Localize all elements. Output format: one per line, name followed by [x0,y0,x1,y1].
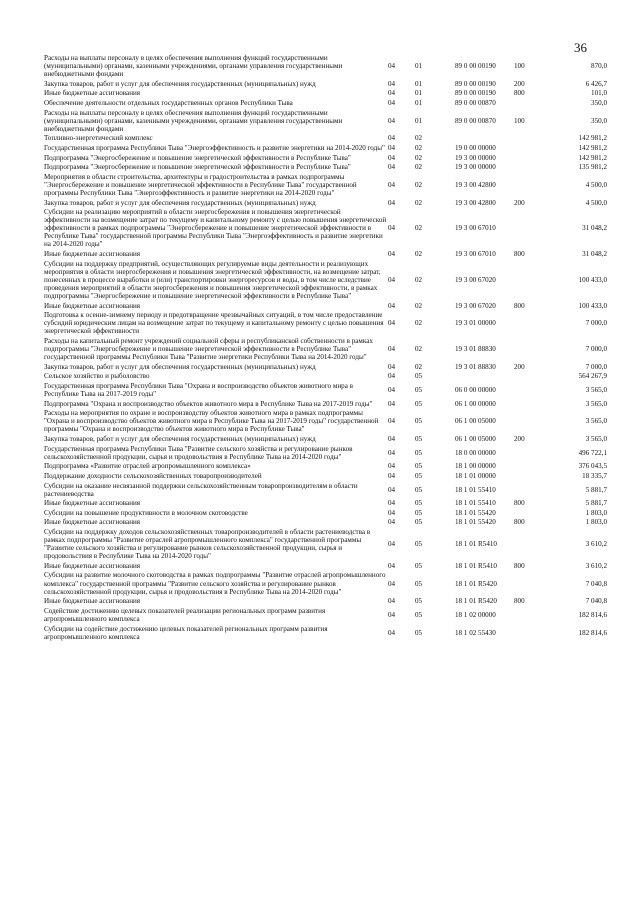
expense-type-code [514,526,550,560]
table-row [44,300,607,310]
expense-type-code [514,336,550,362]
expense-type-code: 200 [514,435,525,444]
target-article-code: 19 3 00 00000 [455,153,496,162]
row-name: Иные бюджетные ассигнования [44,89,141,98]
target-article-code [455,133,514,143]
target-article-code: 19 3 01 88830 [455,345,496,354]
amount: 100 433,0 [578,301,607,310]
table-row [44,336,607,362]
amount: 7 000,0 [585,345,607,354]
subsection-code: 05 [415,561,423,570]
section-code: 04 [388,417,396,426]
row-name: Субсидии на содействие достижению целевых показателей региональных программ развития агропромышленного комплекса [44,624,328,641]
amount: 3 610,2 [585,540,607,549]
section-code: 04 [388,62,396,71]
expense-type-code: 800 [514,301,525,310]
row-name: Субсидии на реализацию мероприятий в области энергосбережения и повышения энергетической эффективности на возмещение затрат по текущему и капитальному ремонту с целью повышения энергетической эффективности в рамках подпрограммы "Энергосбережение и повышение энергетической эффективности в Республике Тыва" государственной программы Республики Тыва "Энергоэффективность и развитие энергетики на 2014-2020 годы" [44,208,387,249]
expense-type-code [514,623,550,641]
amount: 3 565,0 [585,417,607,426]
budget-table-body [44,54,607,641]
expense-type-code [514,570,550,596]
target-article-code: 19 3 00 67020 [455,275,496,284]
table-row [44,434,607,444]
target-article-code: 19 3 00 42800 [455,198,496,207]
table-row [44,461,607,471]
subsection-code: 05 [415,417,423,426]
table-row [44,197,607,207]
section-code: 04 [388,579,396,588]
target-article-code: 18 1 01 R5420 [455,579,497,588]
row-name: Мероприятия в области строительства, архитектуры и градостроительства в рамках подпрограммы "Энергосбережение и повышение энергетической эффективности в Республике Тыва" государственной программы Республики Тыва "Энергоэффективность и развитие энергетики на 2014-2020 годы" [44,172,357,197]
table-row [44,171,607,197]
expense-type-code: 800 [514,250,525,259]
table-row [44,623,607,641]
row-name: Содействие достижению целевых показателей реализации региональных программ развития агропромышленного комплекса [44,606,326,623]
target-article-code: 18 1 01 55410 [455,499,496,508]
row-name: Государственная программа Республики Тыва "Развитие сельского хозяйства и регулирование рынков сельскохозяйственной продукции, сырья и продовольствия в Республике Тыва на 2014-2020 годы" [44,444,353,461]
expense-type-code [514,443,550,461]
table-row [44,480,607,498]
target-article-code: 18 0 00 00000 [455,448,496,457]
target-article-code: 19 3 00 00000 [455,163,496,172]
subsection-code: 05 [415,462,423,471]
subsection-code: 02 [415,301,423,310]
section-code: 04 [388,462,396,471]
section-code: 04 [388,143,396,152]
amount: 7 040,8 [585,579,607,588]
table-row [44,258,607,300]
target-article-code: 06 1 00 05000 [455,417,496,426]
expense-type-code [514,371,550,381]
expense-type-code [514,398,550,408]
table-row [44,310,607,336]
expense-type-code [514,470,550,480]
table-row [44,507,607,517]
amount: 3 565,0 [585,435,607,444]
target-article-code: 89 0 00 00870 [455,116,496,125]
row-name: Обеспечение деятельности отдельных государственных органов Республики Тыва [44,98,293,107]
section-code: 04 [388,597,396,606]
table-row [44,470,607,480]
expense-type-code [514,142,550,152]
section-code: 04 [388,89,396,98]
row-name: Закупка товаров, работ и услуг для обеспечения государственных (муниципальных) нужд [44,198,316,207]
expense-type-code [514,461,550,471]
subsection-code: 05 [415,485,423,494]
amount: 6 426,7 [585,79,607,88]
target-article-code: 06 0 00 00000 [455,386,496,395]
subsection-code: 05 [415,448,423,457]
section-code: 04 [388,540,396,549]
section-code: 04 [388,471,396,480]
amount: 31 048,2 [582,224,607,233]
row-name: Иные бюджетные ассигнования [44,250,141,259]
amount: 5 881,7 [585,485,607,494]
table-row [44,97,607,107]
expense-type-code: 200 [514,79,525,88]
row-name: Иные бюджетные ассигнования [44,518,141,527]
section-code: 04 [388,163,396,172]
table-row [44,526,607,560]
table-row [44,371,607,381]
amount: 496 722,1 [578,448,607,457]
section-code: 04 [388,362,396,371]
amount: 350,0 [591,116,607,125]
target-article-code: 18 1 01 R5410 [455,561,497,570]
target-article-code: 18 1 01 R5410 [455,540,497,549]
subsection-code: 02 [415,134,423,143]
amount: 101,0 [591,89,607,98]
section-code: 04 [388,275,396,284]
target-article-code: 19 0 00 00000 [455,143,496,152]
expense-type-code: 800 [514,561,525,570]
expense-type-code: 100 [514,116,525,125]
section-code: 04 [388,301,396,310]
section-code: 04 [388,98,396,107]
expense-type-code [514,97,550,107]
amount: 3 565,0 [585,399,607,408]
amount: 7 040,8 [585,597,607,606]
amount: 182 814,6 [578,610,607,619]
subsection-code: 02 [415,345,423,354]
amount: 3 565,0 [585,386,607,395]
subsection-code: 05 [415,579,423,588]
page-number: 36 [574,40,587,55]
subsection-code: 05 [415,399,423,408]
expense-type-code [514,133,550,143]
row-name: Закупка товаров, работ и услуг для обеспечения государственных (муниципальных) нужд [44,435,316,444]
row-name: Подпрограмма "Энергосбережение и повышение энергетической эффективности в Республике Тыва" [44,163,351,172]
amount: 5 881,7 [585,499,607,508]
section-code: 04 [388,499,396,508]
subsection-code: 01 [415,98,423,107]
section-code: 04 [388,386,396,395]
expense-type-code [514,162,550,172]
subsection-code: 05 [415,508,423,517]
amount: 7 000,0 [585,362,607,371]
expense-type-code [514,408,550,434]
expense-type-code: 800 [514,597,525,606]
section-code: 04 [388,345,396,354]
section-code: 04 [388,448,396,457]
table-row [44,78,607,88]
subsection-code: 05 [415,499,423,508]
expense-type-code [514,605,550,623]
amount: 564 267,9 [578,372,607,381]
subsection-code: 05 [415,372,423,381]
target-article-code: 06 1 00 05000 [455,435,496,444]
subsection-code: 05 [415,610,423,619]
row-name: Топливно-энергетический комплекс [44,134,153,143]
subsection-code: 05 [415,386,423,395]
section-code: 04 [388,628,396,637]
target-article-code: 19 3 00 42800 [455,180,496,189]
section-code: 04 [388,518,396,527]
section-code: 04 [388,134,396,143]
row-name: Иные бюджетные ассигнования [44,301,141,310]
section-code: 04 [388,224,396,233]
amount: 142 981,2 [578,153,607,162]
row-name: Поддержание доходности сельскохозяйственных товаропроизводителей [44,471,262,480]
row-name: Расходы на выплаты персоналу в целях обеспечения выполнения функций государственными (муниципальными) органами, казенными учреждениями, органами управления государственными внебюджетными фондами [44,54,343,79]
table-row [44,605,607,623]
target-article-code: 89 0 00 00190 [455,62,496,71]
target-article-code: 18 1 01 55420 [455,508,496,517]
row-name: Иные бюджетные ассигнования [44,561,141,570]
table-row [44,596,607,606]
target-article-code: 18 1 01 55420 [455,518,496,527]
target-article-code: 19 3 00 67010 [455,224,496,233]
row-name: Подпрограмма "Охрана и воспроизводство объектов животного мира в Республике Тыва на 2017-2019 годы" [44,399,373,408]
amount: 1 803,0 [585,508,607,517]
row-name: Подпрограмма «Развитие отраслей агропромышленного комплекса» [44,462,251,471]
amount: 350,0 [591,98,607,107]
target-article-code: 19 3 00 67010 [455,250,496,259]
amount: 1 803,0 [585,518,607,527]
table-row [44,162,607,172]
subsection-code: 02 [415,198,423,207]
subsection-code: 02 [415,180,423,189]
section-code: 04 [388,485,396,494]
subsection-code: 02 [415,362,423,371]
table-row [44,88,607,98]
expense-type-code [514,171,550,197]
subsection-code: 05 [415,435,423,444]
expense-type-code: 200 [514,198,525,207]
amount: 376 043,5 [578,462,607,471]
subsection-code: 02 [415,153,423,162]
row-name: Закупка товаров, работ и услуг для обеспечения государственных (муниципальных) нужд [44,362,316,371]
expense-type-code: 800 [514,499,525,508]
table-row [44,54,607,78]
table-row [44,249,607,259]
subsection-code: 05 [415,471,423,480]
target-article-code: 89 0 00 00870 [455,98,496,107]
amount: 7 000,0 [585,319,607,328]
section-code: 04 [388,319,396,328]
row-name: Иные бюджетные ассигнования [44,597,141,606]
section-code: 04 [388,250,396,259]
row-name: Закупка товаров, работ и услуг для обеспечения государственных (муниципальных) нужд [44,79,316,88]
expense-type-code [514,480,550,498]
section-code: 04 [388,180,396,189]
target-article-code: 89 0 00 00190 [455,79,496,88]
section-code: 04 [388,153,396,162]
row-name: Субсидии на поддержку предприятий, осуществляющих регулируемые виды деятельности и реализующих мероприятия в области энергосбережения и повышения энергетической эффективности, на возмещение затрат, понесенных в процессе выработки и (или) транспортировки энергоресурсов и воды, в том числе вследствие проведения мероприятий в области энергосбережения и повышения энергетической эффективности, в рамках подпрограммы "Энергосбережение и повышение энергетической эффективности в Республике Тыва" [44,259,381,301]
target-article-code: 18 1 01 00000 [455,471,496,480]
subsection-code: 02 [415,163,423,172]
amount: 142 981,2 [578,134,607,143]
subsection-code: 05 [415,518,423,527]
subsection-code: 01 [415,89,423,98]
amount: 182 814,6 [578,628,607,637]
subsection-code: 02 [415,275,423,284]
section-code: 04 [388,399,396,408]
table-row [44,380,607,398]
amount: 4 500,0 [585,180,607,189]
row-name: Государственная программа Республики Тыва "Энергоэффективность и развитие энергетики на 2014-2020 годы" [44,143,385,152]
subsection-code: 05 [415,597,423,606]
table-row [44,443,607,461]
amount: 31 048,2 [582,250,607,259]
target-article-code [455,371,514,381]
expense-type-code [514,258,550,300]
row-name: Расходы на мероприятия по охране и воспроизводству объектов животного мира в рамках подпрограммы "Охрана и воспроизводство объектов животного мира в Республике Тыва на 2017-2019 годы" государственной программы "Охрана и воспроизводство объектов животного мира в Республике Тыва" [44,409,379,434]
expense-type-code [514,507,550,517]
target-article-code: 18 1 00 00000 [455,462,496,471]
row-name: Субсидии на оказание несвязанной поддержки сельскохозяйственным товаропроизводителям в области растениеводства [44,481,358,498]
section-code: 04 [388,372,396,381]
expense-type-code: 100 [514,62,525,71]
target-article-code: 18 1 01 55410 [455,485,496,494]
amount: 4 500,0 [585,198,607,207]
subsection-code: 01 [415,116,423,125]
amount: 100 433,0 [578,275,607,284]
row-name: Расходы на капитальный ремонт учреждений социальной сферы и республиканской собственности в рамках подпрограммы "Энергосбережение и повышение энергетической эффективности в Республике Тыва" государственной программы Республики Тыва "Развитие энергетики Республики Тыва на 2014-2020 годы" [44,337,373,362]
subsection-code: 02 [415,224,423,233]
section-code: 04 [388,198,396,207]
expense-type-code [514,380,550,398]
table-row [44,570,607,596]
row-name: Государственная программа Республики Тыва "Охрана и воспроизводство объектов животного мира в Республике Тыва на 2017-2019 годы" [44,381,353,399]
row-name: Субсидии на развитие молочного скотоводства в рамках подпрограммы "Развитие отраслей агропромышленного комплекса" государственной программы "Развитие сельского хозяйства и регулирование рынков сельскохозяйственной продукции, сырья и продовольствия в Республике Тыва на 2014-2020 годы" [44,571,386,596]
subsection-code: 02 [415,143,423,152]
expense-type-code [514,310,550,336]
table-row [44,142,607,152]
section-code: 04 [388,435,396,444]
amount: 135 981,2 [578,163,607,172]
expense-type-code: 200 [514,362,525,371]
row-name: Иные бюджетные ассигнования [44,499,141,508]
expense-type-code [514,207,550,249]
table-row [44,152,607,162]
section-code: 04 [388,79,396,88]
expense-type-code: 800 [514,89,525,98]
table-row [44,107,607,133]
amount: 142 981,2 [578,143,607,152]
subsection-code: 01 [415,62,423,71]
target-article-code: 18 1 01 R5420 [455,597,497,606]
amount: 3 610,2 [585,561,607,570]
row-name: Подпрограмма "Энергосбережение и повышение энергетической эффективности в Республике Тыва" [44,153,351,162]
amount: 870,0 [591,62,607,71]
target-article-code: 19 3 01 00000 [455,319,496,328]
table-row [44,361,607,371]
row-name: Субсидии на поддержку доходов сельскохозяйственных товаропроизводителей в области растениеводства в рамках подпрограммы "Развитие отраслей агропромышленного комплекса" государственной программы "Развитие сельского хозяйства и регулирование рынков сельскохозяйственной продукции, сырья и продовольствия в Республике Тыва на 2014-2020 годы" [44,527,371,561]
section-code: 04 [388,561,396,570]
table-row [44,560,607,570]
table-row [44,498,607,508]
target-article-code: 19 3 01 88830 [455,362,496,371]
budget-table [44,54,607,641]
section-code: 04 [388,508,396,517]
subsection-code: 02 [415,250,423,259]
table-row [44,408,607,434]
expense-type-code [514,152,550,162]
target-article-code: 06 1 00 00000 [455,399,496,408]
table-row [44,398,607,408]
table-row [44,207,607,249]
row-name: Подготовка к осенне-зимнему периоду и предотвращение чрезвычайных ситуаций, в том числе предоставление субсидий юридическим лицам на возмещение затрат по текущему и капитальному ремонту с целью повышения энергетической эффективности [44,311,384,336]
target-article-code: 18 1 02 00000 [455,610,496,619]
subsection-code: 05 [415,540,423,549]
amount: 18 335,7 [582,471,607,480]
target-article-code: 18 1 02 55430 [455,628,496,637]
row-name: Сельское хозяйство и рыболовство [44,372,150,381]
row-name: Расходы на выплаты персоналу в целях обеспечения выполнения функций государственными (муниципальными) органами, казенными учреждениями, органами управления государственными внебюджетными фондами [44,108,343,133]
subsection-code: 02 [415,319,423,328]
subsection-code: 05 [415,628,423,637]
section-code: 04 [388,610,396,619]
target-article-code: 19 3 00 67020 [455,301,496,310]
table-row [44,133,607,143]
section-code: 04 [388,116,396,125]
target-article-code: 89 0 00 00190 [455,89,496,98]
table-row [44,517,607,527]
row-name: Субсидии на повышение продуктивности в молочном скотоводстве [44,508,248,517]
subsection-code: 01 [415,79,423,88]
expense-type-code: 800 [514,518,525,527]
